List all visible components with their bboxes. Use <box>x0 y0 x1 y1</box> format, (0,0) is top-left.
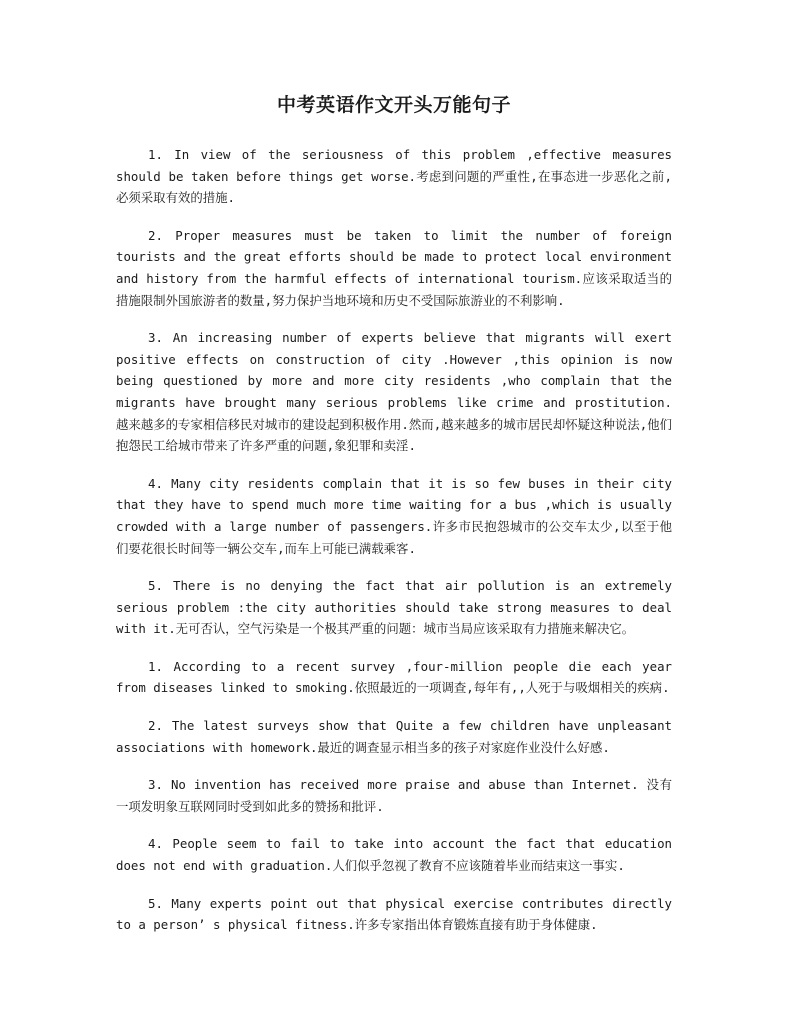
paragraph-6: 1. According to a recent survey ,four-million people die each year from diseases linked to smoking.依照最近的一项调查,每年有,,人死于与吸烟相关的疾病. <box>116 658 672 696</box>
paragraph-3: 3. An increasing number of experts believe that migrants will exert positive effects on construction of city .However ,this opinion is now being questioned by more and more city residents ,who complain that the migrants have brought many serious problems like crime and prostitution. 越来越多的专家相信移民对城市的建设起到积极作用.然而,越来越多的城市居民却怀疑这种说法,他们抱怨民工给城市带来了许多严重的问题,象犯罪和卖淫. <box>116 330 672 454</box>
document-title: 中考英语作文开头万能句子 <box>276 94 511 116</box>
paragraph-1: 1. In view of the seriousness of this problem ,effective measures should be taken before things get worse.考虑到问题的严重性,在事态进一步恶化之前,必须采取有效的措施. <box>116 147 672 206</box>
paragraph-4: 4. Many city residents complain that it is so few buses in their city that they have to spend much more time waiting for a bus ,which is usually crowded with a large number of passengers.许多市民抱怨城市的公交车太少,以至于他们要花很长时间等一辆公交车,而车上可能已满载乘客. <box>116 475 672 556</box>
document-page <box>116 92 672 936</box>
paragraph-9: 4. People seem to fail to take into account the fact that education does not end with graduation.人们似乎忽视了教育不应该随着毕业而结束这一事实. <box>116 836 672 874</box>
paragraph-2: 2. Proper measures must be taken to limit the number of foreign tourists and the great efforts should be made to protect local environment and history from the harmful effects of international tourism.应该采取适当的措施限制外国旅游者的数量,努力保护当地环境和历史不受国际旅游业的不利影响. <box>116 227 672 308</box>
paragraph-10: 5. Many experts point out that physical exercise contributes directly to a person’ s physical fitness.许多专家指出体育锻炼直接有助于身体健康. <box>116 895 672 933</box>
paragraph-5: 5. There is no denying the fact that air pollution is an extremely serious problem :the city authorities should take strong measures to deal with it.无可否认，空气污染是一个极其严重的问题：城市当局应该采取有力措施来解决它。 <box>116 578 672 637</box>
paragraph-7: 2. The latest surveys show that Quite a few children have unpleasant associations with homework.最近的调查显示相当多的孩子对家庭作业没什么好感. <box>116 718 672 755</box>
paragraph-8: 3. No invention has received more praise and abuse than Internet. 没有一项发明象互联网同时受到如此多的赞扬和批评. <box>116 777 672 814</box>
